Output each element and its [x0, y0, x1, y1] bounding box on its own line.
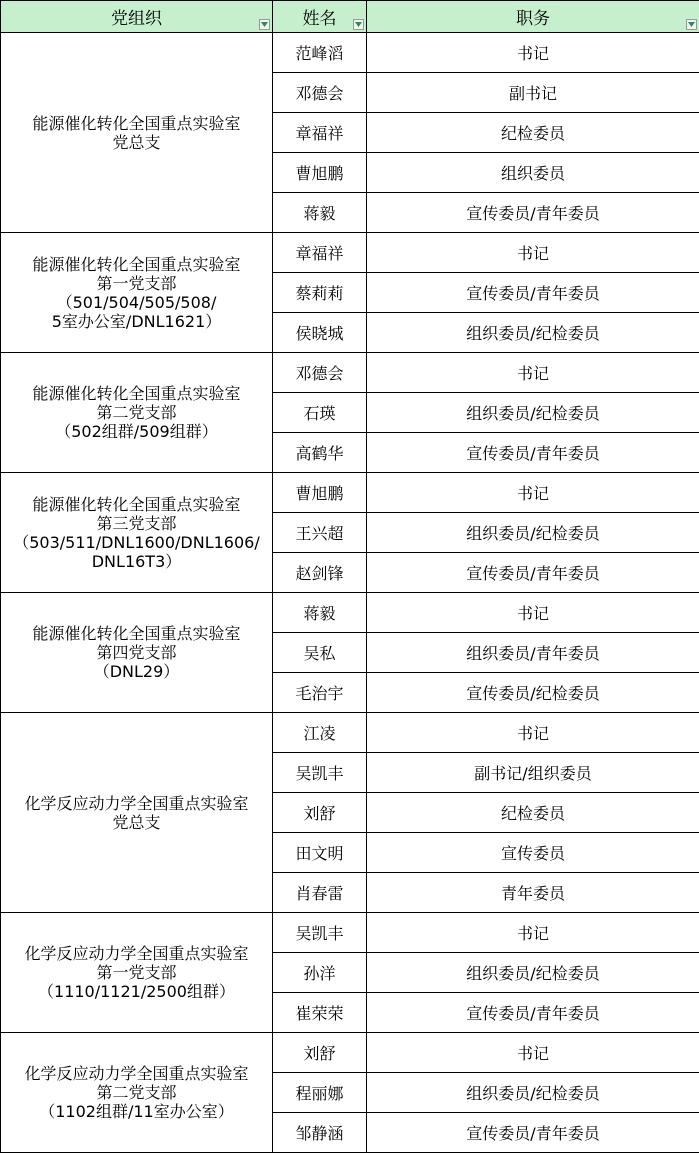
member-name-cell[interactable]: 孙洋 — [273, 953, 367, 993]
member-role-cell[interactable]: 书记 — [367, 913, 699, 953]
member-name-cell[interactable]: 范峰滔 — [273, 33, 367, 73]
member-name-cell[interactable]: 毛治宇 — [273, 673, 367, 713]
member-role-cell[interactable]: 组织委员/纪检委员 — [367, 313, 699, 353]
table-row — [1, 233, 699, 273]
member-role-cell[interactable]: 书记 — [367, 713, 699, 753]
member-name-cell[interactable]: 曹旭鹏 — [273, 473, 367, 513]
member-role-cell[interactable]: 书记 — [367, 593, 699, 633]
member-name-cell[interactable]: 章福祥 — [273, 113, 367, 153]
party-organization-cell[interactable]: 化学反应动力学全国重点实验室 第一党支部 （1110/1121/2500组群） — [1, 913, 273, 1033]
party-organization-cell[interactable]: 能源催化转化全国重点实验室 第三党支部 （503/511/DNL1600/DNL1606/ DNL16T3） — [1, 473, 273, 593]
member-name-cell[interactable]: 肖春雷 — [273, 873, 367, 913]
role-filter-button[interactable] — [686, 19, 697, 30]
header-role — [367, 1, 699, 33]
party-organization-cell[interactable]: 能源催化转化全国重点实验室 第一党支部 （501/504/505/508/ 5室办公室/DNL1621） — [1, 233, 273, 353]
member-name-cell[interactable]: 吴凯丰 — [273, 753, 367, 793]
table-row — [1, 33, 699, 73]
member-role-cell[interactable]: 组织委员/青年委员 — [367, 633, 699, 673]
member-role-cell[interactable]: 宣传委员/青年委员 — [367, 193, 699, 233]
member-role-cell[interactable]: 宣传委员/青年委员 — [367, 553, 699, 593]
member-name-cell[interactable]: 邹静涵 — [273, 1113, 367, 1153]
member-role-cell[interactable]: 组织委员/纪检委员 — [367, 393, 699, 433]
member-name-cell[interactable]: 吴凯丰 — [273, 913, 367, 953]
member-role-cell[interactable]: 宣传委员/青年委员 — [367, 433, 699, 473]
member-name-cell[interactable]: 崔荣荣 — [273, 993, 367, 1033]
table-row — [1, 913, 699, 953]
member-name-cell[interactable]: 邓德会 — [273, 353, 367, 393]
table-row — [1, 713, 699, 753]
member-role-cell[interactable]: 纪检委员 — [367, 113, 699, 153]
header-role-label: 职务 — [516, 9, 550, 29]
filter-dropdown-icon — [261, 22, 268, 27]
member-role-cell[interactable]: 书记 — [367, 1033, 699, 1073]
member-name-cell[interactable]: 蒋毅 — [273, 593, 367, 633]
table-body — [1, 33, 699, 1153]
member-name-cell[interactable]: 蔡莉莉 — [273, 273, 367, 313]
table-row — [1, 1033, 699, 1073]
table-row — [1, 353, 699, 393]
member-name-cell[interactable]: 蒋毅 — [273, 193, 367, 233]
member-role-cell[interactable]: 宣传委员 — [367, 833, 699, 873]
member-name-cell[interactable]: 石瑛 — [273, 393, 367, 433]
header-org-label: 党组织 — [111, 9, 162, 29]
filter-dropdown-icon — [355, 22, 362, 27]
member-role-cell[interactable]: 书记 — [367, 233, 699, 273]
member-name-cell[interactable]: 赵剑锋 — [273, 553, 367, 593]
member-name-cell[interactable]: 吴私 — [273, 633, 367, 673]
member-role-cell[interactable]: 副书记 — [367, 73, 699, 113]
member-name-cell[interactable]: 刘舒 — [273, 793, 367, 833]
member-role-cell[interactable]: 宣传委员/纪检委员 — [367, 673, 699, 713]
member-role-cell[interactable]: 青年委员 — [367, 873, 699, 913]
party-organization-cell[interactable]: 能源催化转化全国重点实验室 党总支 — [1, 33, 273, 233]
member-name-cell[interactable]: 刘舒 — [273, 1033, 367, 1073]
party-organization-cell[interactable]: 化学反应动力学全国重点实验室 第二党支部 （1102组群/11室办公室） — [1, 1033, 273, 1153]
member-role-cell[interactable]: 宣传委员/青年委员 — [367, 1113, 699, 1153]
name-filter-button[interactable] — [353, 19, 364, 30]
member-name-cell[interactable]: 田文明 — [273, 833, 367, 873]
table-row — [1, 473, 699, 513]
member-role-cell[interactable]: 书记 — [367, 33, 699, 73]
org-filter-button[interactable] — [259, 19, 270, 30]
member-role-cell[interactable]: 组织委员/纪检委员 — [367, 953, 699, 993]
header-row — [1, 1, 699, 33]
member-role-cell[interactable]: 副书记/组织委员 — [367, 753, 699, 793]
party-organization-cell[interactable]: 化学反应动力学全国重点实验室 党总支 — [1, 713, 273, 913]
member-role-cell[interactable]: 组织委员/纪检委员 — [367, 1073, 699, 1113]
header-name — [273, 1, 367, 33]
member-name-cell[interactable]: 章福祥 — [273, 233, 367, 273]
member-name-cell[interactable]: 江凌 — [273, 713, 367, 753]
member-role-cell[interactable]: 纪检委员 — [367, 793, 699, 833]
party-organization-cell[interactable]: 能源催化转化全国重点实验室 第四党支部 （DNL29） — [1, 593, 273, 713]
filter-dropdown-icon — [688, 22, 695, 27]
member-role-cell[interactable]: 宣传委员/青年委员 — [367, 993, 699, 1033]
member-name-cell[interactable]: 曹旭鹏 — [273, 153, 367, 193]
member-name-cell[interactable]: 侯晓城 — [273, 313, 367, 353]
header-name-label: 姓名 — [302, 9, 337, 29]
member-name-cell[interactable]: 程丽娜 — [273, 1073, 367, 1113]
member-role-cell[interactable]: 宣传委员/青年委员 — [367, 273, 699, 313]
member-name-cell[interactable]: 王兴超 — [273, 513, 367, 553]
member-name-cell[interactable]: 高鹤华 — [273, 433, 367, 473]
member-role-cell[interactable]: 组织委员 — [367, 153, 699, 193]
member-role-cell[interactable]: 组织委员/纪检委员 — [367, 513, 699, 553]
member-role-cell[interactable]: 书记 — [367, 353, 699, 393]
member-role-cell[interactable]: 书记 — [367, 473, 699, 513]
party-organization-cell[interactable]: 能源催化转化全国重点实验室 第二党支部 （502组群/509组群） — [1, 353, 273, 473]
table-row — [1, 593, 699, 633]
header-org — [1, 1, 273, 33]
member-name-cell[interactable]: 邓德会 — [273, 73, 367, 113]
